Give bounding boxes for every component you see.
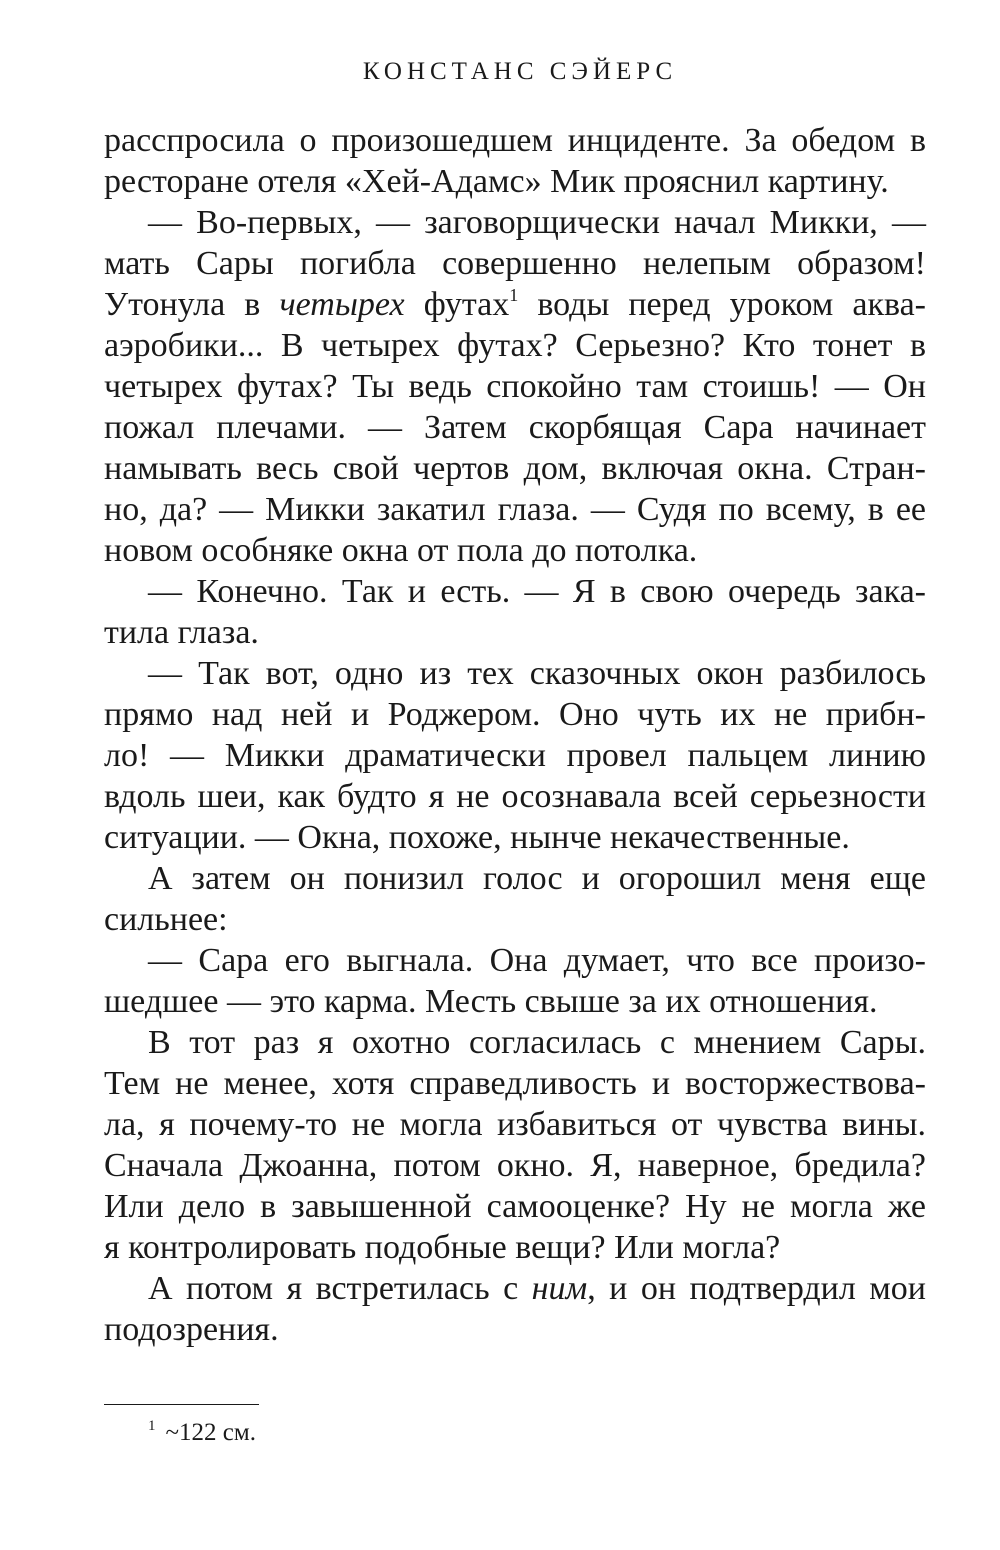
text-line: — Так вот, одно из тех сказочных окон разбилось [148, 655, 926, 692]
book-page [104, 58, 926, 1447]
text-span: воды перед уроком аква- [518, 286, 927, 323]
text-line: намывать весь свой чертов дом, включая окна. Стран- [104, 450, 926, 487]
text-line: прямо над ней и Роджером. Оно чуть их не прибн- [104, 696, 926, 733]
text-line: расспросила о произошедшем инциденте. За обедом в [104, 122, 926, 159]
text-line: аэробики... В четырех футах? Серьезно? Кто тонет в [104, 327, 926, 364]
footnote-marker: 1 [148, 1418, 156, 1434]
body-text [104, 120, 926, 1350]
text-span: Утонула в [104, 286, 280, 323]
text-line [104, 1268, 926, 1309]
text-line: мать Сары погибла совершенно нелепым образом! [104, 245, 926, 282]
text-line: тила глаза. [104, 614, 259, 651]
text-line: — Сара его выгнала. Она думает, что все произо- [148, 942, 926, 979]
running-head: КОНСТАНС СЭЙЕРС [362, 58, 678, 85]
text-span: , и он подтвердил мои [587, 1270, 926, 1307]
text-line: ло! — Микки драматически провел пальцем линию [104, 737, 926, 774]
text-line: — Во-первых, — заговорщически начал Микки, — [148, 204, 926, 241]
footnote-divider [104, 1404, 259, 1405]
footnote [104, 1419, 926, 1447]
text-line: ресторане отеля «Хей-Адамс» Мик прояснил картину. [104, 163, 889, 200]
footnote-ref: 1 [509, 285, 519, 305]
text-line: сильнее: [104, 901, 228, 938]
text-line: четырех футах? Ты ведь спокойно там стоишь! — Он [104, 368, 926, 405]
text-line: я контролировать подобные вещи? Или могла? [104, 1229, 781, 1266]
text-line: А затем он понизил голос и огорошил меня еще [148, 860, 926, 897]
emphasis-text: четырех [279, 286, 405, 323]
text-line: новом особняке окна от пола до потолка. [104, 532, 698, 569]
emphasis-text: ним [531, 1270, 588, 1307]
text-span: футах [404, 286, 510, 323]
text-line: Тем не менее, хотя справедливость и восторжествова- [104, 1065, 926, 1102]
text-line: Сначала Джоанна, потом окно. Я, наверное, бредила? [104, 1147, 926, 1184]
text-line: но, да? — Микки закатил глаза. — Судя по всему, в ее [104, 491, 926, 528]
text-line: В тот раз я охотно согласилась с мнением Сары. [148, 1024, 926, 1061]
text-line: вдоль шеи, как будто я не осознавала всей серьезности [104, 778, 926, 815]
text-line: пожал плечами. — Затем скорбящая Сара начинает [104, 409, 926, 446]
text-span: А потом я встретилась с [148, 1270, 532, 1307]
text-line: — Конечно. Так и есть. — Я в свою очередь зака- [148, 573, 926, 610]
footnote-text: ~122 см. [165, 1419, 256, 1446]
text-line: подозрения. [104, 1311, 279, 1348]
text-line: Или дело в завышенной самооценке? Ну не могла же [104, 1188, 926, 1225]
text-line [104, 284, 926, 325]
text-line: шедшее — это карма. Месть свыше за их отношения. [104, 983, 878, 1020]
text-line: ла, я почему-то не могла избавиться от чувства вины. [104, 1106, 926, 1143]
text-line: ситуации. — Окна, похоже, нынче некачественные. [104, 819, 850, 856]
